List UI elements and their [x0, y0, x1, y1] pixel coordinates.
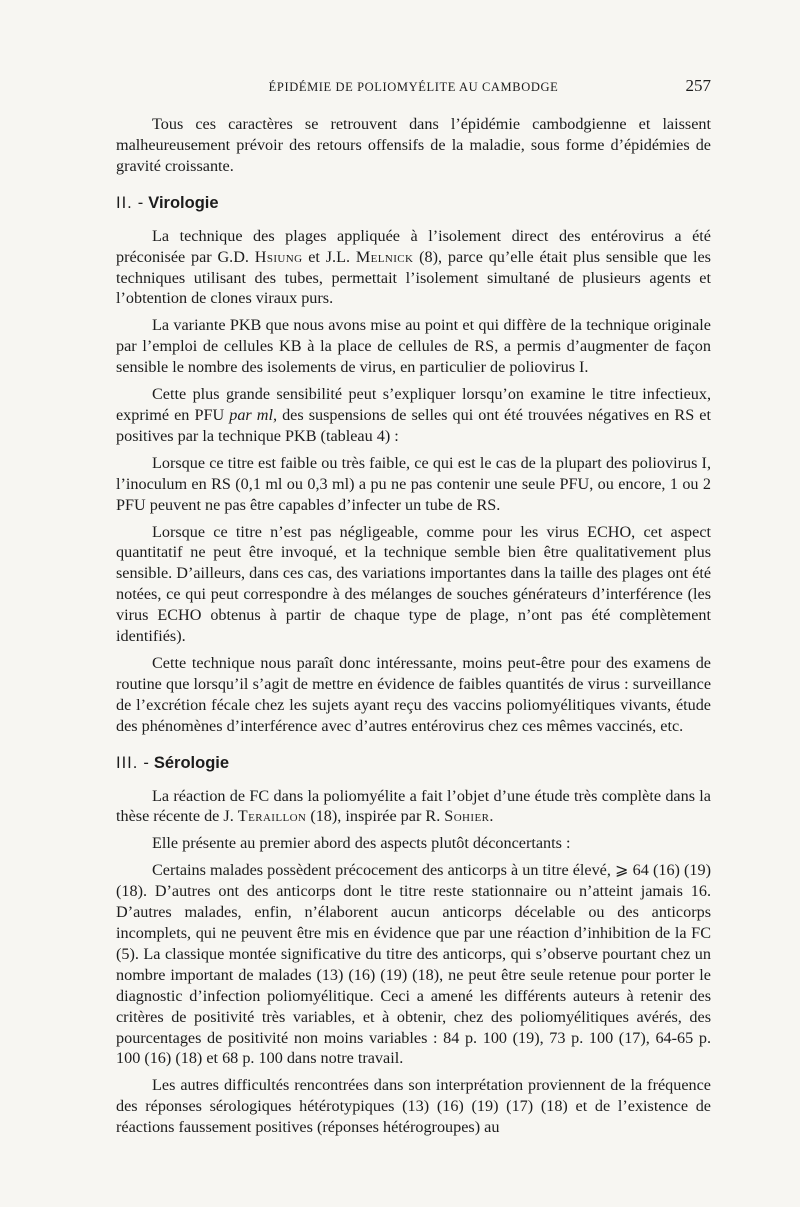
author-name: Melnick [355, 247, 414, 266]
text-run: Cette plus grande sensibilité peut s’expliquer lorsqu’on examine le titre infectieux, exprimé en PFU [116, 385, 711, 424]
virologie-paragraph-5: Lorsque ce titre n’est pas négligeable, comme pour les virus ECHO, cet aspect quantitatif ne peut être invoqué, et la technique semble bien être qualitativement plus sensible. D’ailleurs, dans ces cas, des variations importantes dans la taille des plages ont été notées, ce qui peut correspondre à des mélanges de souches générateurs d’interférence (les virus ECHO obtenus à partir de chaque type de plage, n’ont pas été complètement identifiés). [116, 522, 711, 646]
text-run: . [489, 807, 494, 826]
section-title: Virologie [148, 193, 219, 212]
text-run: La réaction de FC dans la poliomyélite a fait l’objet d’une étude très complète dans la thèse récente de J. [116, 786, 711, 826]
serologie-paragraph-3: Certains malades possèdent précocement des anticorps à un titre élevé, ⩾ 64 (16) (19) (18). D’autres ont des anticorps dont le titre reste stationnaire ou n’atteint jamais 16. D’autres malades, enfin, n’élaborent aucun anticorps décelable ou des anticorps incomplets, qui ne peuvent être mis en évidence que par une réaction d’inhibition de la FC (5). La classique montée significative du titre des anticorps, qui s’observe pourtant chez un nombre important de malades (13) (16) (19) (18), ne peut être seule retenue pour porter le diagnostic d’infection poliomyélitique. Ceci a amené les différents auteurs à retenir des critères de positivité très variables, et à obtenir, chez des poliomyélitiques avérés, des pourcentages de positivité non moins variables : 84 p. 100 (19), 73 p. 100 (17), 64-65 p. 100 (16) (18) et 68 p. 100 dans notre travail. [116, 861, 711, 1068]
text-run: des suspensions de selles qui ont été trouvées négatives en RS et positives par la technique PKB (tableau 4) : [116, 405, 711, 445]
section-heading-virologie [116, 192, 711, 214]
text-run: (8), parce qu’elle était plus sensible que les techniques utilisant des tubes, permettait l’isolement simultané de plusieurs agents et l’obtention de clones viraux purs. [116, 247, 711, 308]
virologie-paragraph-6: Cette technique nous paraît donc intéressante, moins peut-être pour des examens de routine que lorsqu’il s’agit de mettre en évidence de faibles quantités de virus : surveillance de l’excrétion fécale chez les sujets ayant reçu des vaccins poliomyélitiques vivants, étude des phénomènes d’interférence avec d’autres entérovirus chez ces mêmes vaccinés, etc. [116, 653, 711, 735]
section-dash: - [143, 753, 149, 772]
section-title: Sérologie [153, 753, 230, 772]
author-name: Teraillon [237, 807, 307, 826]
author-name: Sohier [444, 807, 490, 826]
intro-paragraph: Tous ces caractères se retrouvent dans l’épidémie cambodgienne et laissent malheureusement prévoir des retours offensifs de la maladie, sous forme d’épidémies de gravité croissante. [116, 115, 711, 175]
italic-text: par ml, [229, 405, 278, 424]
page-body [116, 114, 711, 1138]
virologie-paragraph-4: Lorsque ce titre est faible ou très faible, ce qui est le cas de la plupart des poliovirus I, l’inoculum en RS (0,1 ml ou 0,3 ml) a pu ne pas contenir une seule PFU, ou encore, 1 ou 2 PFU peuvent ne pas être capables d’infecter un tube de RS. [116, 453, 711, 514]
page-number: 257 [685, 76, 711, 95]
virologie-paragraph-3 [116, 384, 711, 447]
running-title: ÉPIDÉMIE DE POLIOMYÉLITE AU CAMBODGE [268, 80, 559, 94]
running-header [116, 76, 711, 102]
section-heading-serologie [116, 752, 711, 774]
serologie-paragraph-4: Les autres difficultés rencontrées dans son interprétation proviennent de la fréquence des réponses sérologiques hétérotypiques (13) (16) (19) (17) (18) et de l’existence de réactions faussement positives (réponses hétérogroupes) au [116, 1076, 711, 1137]
virologie-paragraph-2: La variante PKB que nous avons mise au point et qui diffère de la technique originale par l’emploi de cellules KB à la place de cellules de RS, a permis d’augmenter de façon sensible le nombre des isolements de virus, en particulier de poliovirus I. [116, 316, 711, 377]
text-run: (18), inspirée par R. [306, 807, 445, 826]
serologie-paragraph-1 [116, 786, 711, 828]
author-name: Hsiung [254, 247, 303, 266]
text-run: La technique des plages appliquée à l’isolement direct des entérovirus a été préconisée par G.D. [116, 226, 711, 266]
virologie-paragraph-1 [116, 226, 711, 310]
text-run: et J.L. [302, 247, 356, 266]
serologie-paragraph-2: Elle présente au premier abord des aspects plutôt déconcertants : [152, 834, 571, 853]
section-number: II. [116, 193, 133, 212]
section-dash: - [137, 193, 144, 212]
section-number: III. [116, 753, 139, 772]
